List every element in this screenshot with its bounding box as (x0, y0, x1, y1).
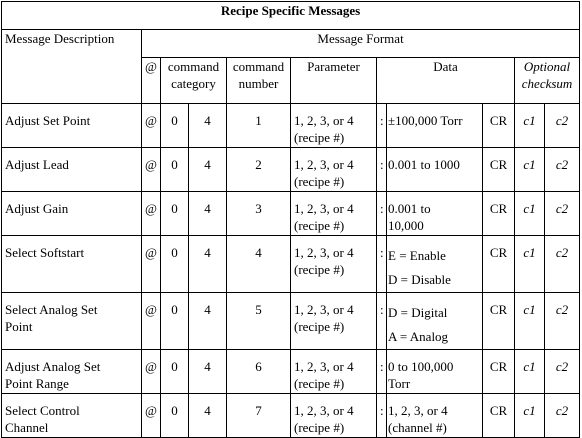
row-description (2, 236, 142, 293)
row-category-second: 4 (189, 394, 227, 438)
row-checksum-c2: c2 (545, 394, 580, 438)
table-row (2, 236, 580, 293)
header-command-category-line2: category (171, 76, 216, 91)
row-at: @ (142, 293, 161, 350)
header-command-number-line1: command (232, 59, 285, 74)
row-category-second: 4 (189, 350, 227, 394)
table-body (2, 104, 580, 438)
row-command-number: 1 (227, 104, 291, 148)
row-description (2, 394, 142, 438)
row-data-line1: 0 to 100,000 (388, 359, 454, 374)
row-command-number: 3 (227, 192, 291, 236)
row-description-line1: Adjust Gain (5, 201, 69, 216)
row-category-second: 4 (189, 293, 227, 350)
row-at: @ (142, 350, 161, 394)
table-row (2, 394, 580, 438)
table-title: Recipe Specific Messages (2, 2, 580, 30)
row-data (387, 236, 483, 293)
row-parameter-line1: 1, 2, 3, or 4 (294, 359, 354, 374)
row-colon: : (377, 148, 387, 192)
row-at: @ (142, 104, 161, 148)
row-parameter-line2: (recipe #) (294, 174, 345, 189)
row-parameter-line1: 1, 2, 3, or 4 (294, 403, 354, 418)
row-parameter (291, 350, 377, 394)
row-command-number: 4 (227, 236, 291, 293)
row-category: 0 (161, 293, 189, 350)
row-data-line2: 10,000 (388, 218, 424, 233)
row-data-line1: E = Enable (388, 248, 446, 263)
row-cr: CR (483, 148, 515, 192)
header-command-category (161, 58, 227, 104)
row-parameter-line1: 1, 2, 3, or 4 (294, 302, 354, 317)
row-checksum-c2: c2 (545, 236, 580, 293)
header-optional-checksum-line1: Optional (523, 59, 571, 74)
row-category: 0 (161, 148, 189, 192)
row-parameter (291, 293, 377, 350)
row-parameter-line1: 1, 2, 3, or 4 (294, 113, 354, 128)
row-command-number: 6 (227, 350, 291, 394)
row-parameter-line1: 1, 2, 3, or 4 (294, 157, 354, 172)
row-parameter-line2: (recipe #) (294, 262, 345, 277)
row-description-line1: Adjust Analog Set (5, 359, 101, 374)
header-command-category-line1: command (167, 59, 220, 74)
row-parameter-line2: (recipe #) (294, 319, 345, 334)
row-description-line2: Point (5, 319, 33, 334)
row-command-number: 2 (227, 148, 291, 192)
row-checksum-c1: c1 (515, 104, 545, 148)
row-checksum-c2: c2 (545, 350, 580, 394)
row-parameter (291, 236, 377, 293)
row-description (2, 104, 142, 148)
header-command-number (227, 58, 291, 104)
row-parameter-line2: (recipe #) (294, 376, 345, 391)
row-data (387, 148, 483, 192)
row-description (2, 192, 142, 236)
row-checksum-c1: c1 (515, 293, 545, 350)
row-colon: : (377, 350, 387, 394)
row-at: @ (142, 394, 161, 438)
row-category: 0 (161, 236, 189, 293)
row-data (387, 192, 483, 236)
row-colon: : (377, 394, 387, 438)
row-cr: CR (483, 236, 515, 293)
row-description-line1: Select Analog Set (5, 302, 98, 317)
row-category: 0 (161, 350, 189, 394)
row-checksum-c1: c1 (515, 148, 545, 192)
row-data-line1: 0.001 to (388, 201, 431, 216)
row-data (387, 104, 483, 148)
row-colon: : (377, 236, 387, 293)
row-colon: : (377, 293, 387, 350)
table-row (2, 148, 580, 192)
row-parameter-line2: (recipe #) (294, 420, 345, 435)
header-message-description: Message Description (2, 30, 142, 104)
header-optional-checksum-line2: checksum (521, 76, 573, 91)
row-category-second: 4 (189, 192, 227, 236)
row-command-number: 5 (227, 293, 291, 350)
row-checksum-c1: c1 (515, 394, 545, 438)
row-parameter-line1: 1, 2, 3, or 4 (294, 245, 354, 260)
row-category: 0 (161, 192, 189, 236)
row-parameter-line1: 1, 2, 3, or 4 (294, 201, 354, 216)
row-data-line2: A = Analog (388, 329, 449, 344)
row-description (2, 293, 142, 350)
row-description-line1: Select Softstart (5, 245, 85, 260)
row-data (387, 293, 483, 350)
row-cr: CR (483, 350, 515, 394)
row-data-line1: 1, 2, 3, or 4 (388, 403, 448, 418)
row-cr: CR (483, 394, 515, 438)
row-category: 0 (161, 394, 189, 438)
row-data-line1: ±100,000 Torr (388, 113, 463, 128)
row-command-number: 7 (227, 394, 291, 438)
table-row (2, 350, 580, 394)
header-message-format: Message Format (142, 30, 580, 58)
recipe-messages-table (1, 1, 580, 438)
row-parameter (291, 394, 377, 438)
header-data: Data (377, 58, 515, 104)
row-data-line2: D = Disable (388, 272, 451, 287)
row-at: @ (142, 236, 161, 293)
row-description-line1: Adjust Lead (5, 157, 69, 172)
row-parameter (291, 192, 377, 236)
row-cr: CR (483, 192, 515, 236)
row-checksum-c2: c2 (545, 104, 580, 148)
row-checksum-c2: c2 (545, 192, 580, 236)
row-data-line1: 0.001 to 1000 (388, 157, 460, 172)
row-checksum-c2: c2 (545, 148, 580, 192)
row-description-line2: Channel (5, 420, 49, 435)
header-parameter: Parameter (291, 58, 377, 104)
row-cr: CR (483, 104, 515, 148)
row-checksum-c1: c1 (515, 350, 545, 394)
row-colon: : (377, 192, 387, 236)
row-parameter-line2: (recipe #) (294, 130, 345, 145)
header-at: @ (142, 58, 161, 104)
row-data-line2: (channel #) (388, 420, 447, 435)
header-command-number-line2: number (238, 76, 279, 91)
row-data (387, 394, 483, 438)
row-cr: CR (483, 293, 515, 350)
row-category-second: 4 (189, 148, 227, 192)
row-parameter (291, 104, 377, 148)
row-category-second: 4 (189, 236, 227, 293)
row-description (2, 148, 142, 192)
row-description-line1: Select Control (5, 403, 80, 418)
row-checksum-c1: c1 (515, 236, 545, 293)
table-row (2, 104, 580, 148)
row-data (387, 350, 483, 394)
row-category-second: 4 (189, 104, 227, 148)
row-description (2, 350, 142, 394)
row-at: @ (142, 192, 161, 236)
row-description-line1: Adjust Set Point (5, 113, 91, 128)
table-row (2, 293, 580, 350)
row-checksum-c2: c2 (545, 293, 580, 350)
row-at: @ (142, 148, 161, 192)
row-colon: : (377, 104, 387, 148)
row-data-line1: D = Digital (388, 305, 448, 320)
row-checksum-c1: c1 (515, 192, 545, 236)
row-parameter (291, 148, 377, 192)
row-data-line2: Torr (388, 376, 411, 391)
header-optional-checksum (515, 58, 580, 104)
table-row (2, 192, 580, 236)
row-category: 0 (161, 104, 189, 148)
row-description-line2: Point Range (5, 376, 69, 391)
row-parameter-line2: (recipe #) (294, 218, 345, 233)
